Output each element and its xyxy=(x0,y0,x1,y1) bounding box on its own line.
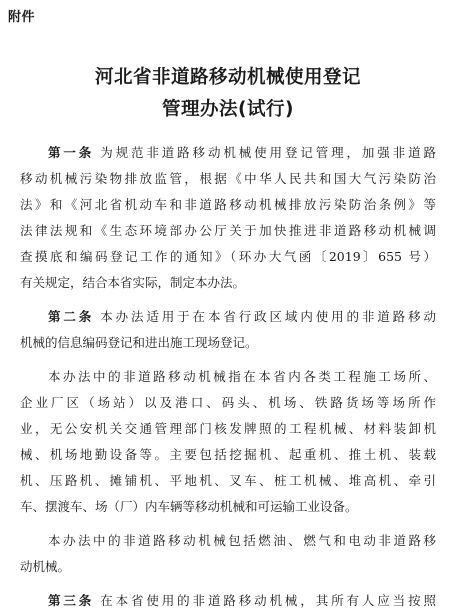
article-1-line-3: 法》和《河北省机动车和非道路移动机械排放污染防治条例》等 xyxy=(20,197,436,212)
article-1-line-2: 移动机械污染物排放监管，根据《中华人民共和国大气污染防治 xyxy=(20,171,436,186)
article-1-line-4: 法律法规和《生态环境部办公厅关于加快推进非道路移动机械调 xyxy=(20,223,436,238)
definition-line-5: 机、压路机、摊铺机、平地机、叉车、桩工机械、堆高机、牵引 xyxy=(20,473,436,488)
article-1-label: 第一条 xyxy=(48,145,95,160)
article-1-line-5: 查摸底和编码登记工作的通知》（环办大气函〔2019〕655 号） xyxy=(20,249,436,264)
definition-line-2: 企业厂区（场站）以及港口、码头、机场、铁路货场等场所作 xyxy=(20,395,436,410)
attachment-label: 附件 xyxy=(8,10,36,25)
fuel-types-line-1: 本办法中的非道路移动机械包括燃油、燃气和电动非道路移 xyxy=(48,533,436,548)
article-1-line-1: 第一条 为规范非道路移动机械使用登记管理，加强非道路 xyxy=(48,145,436,160)
article-1-line-6: 有关规定，结合本省实际，制定本办法。 xyxy=(20,275,246,290)
article-3-line-1: 第三条 在本省使用的非道路移动机械，其所有人应当按照 xyxy=(48,593,436,608)
document-title-line-2: 管理办法(试行) xyxy=(162,99,294,120)
article-2-line-2: 机械的信息编码登记和进出施工现场登记。 xyxy=(20,335,258,350)
article-2-line-1: 第二条 本办法适用于在本省行政区域内使用的非道路移动 xyxy=(48,309,436,324)
definition-line-6: 车、摆渡车、场（厂）内车辆等移动机械和可运输工业设备。 xyxy=(20,499,358,514)
definition-line-1: 本办法中的非道路移动机械指在本省内各类工程施工场所、 xyxy=(48,369,436,384)
fuel-types-line-2: 动机械。 xyxy=(20,559,71,574)
article-3-label: 第三条 xyxy=(48,593,95,608)
article-2-label: 第二条 xyxy=(48,309,95,324)
document-title-line-1: 河北省非道路移动机械使用登记 xyxy=(94,67,361,88)
definition-line-3: 业，无公安机关交通管理部门核发牌照的工程机械、材料装卸机 xyxy=(20,421,436,436)
definition-line-4: 械、机场地勤设备等。主要包括挖掘机、起重机、推土机、装载 xyxy=(20,447,436,462)
